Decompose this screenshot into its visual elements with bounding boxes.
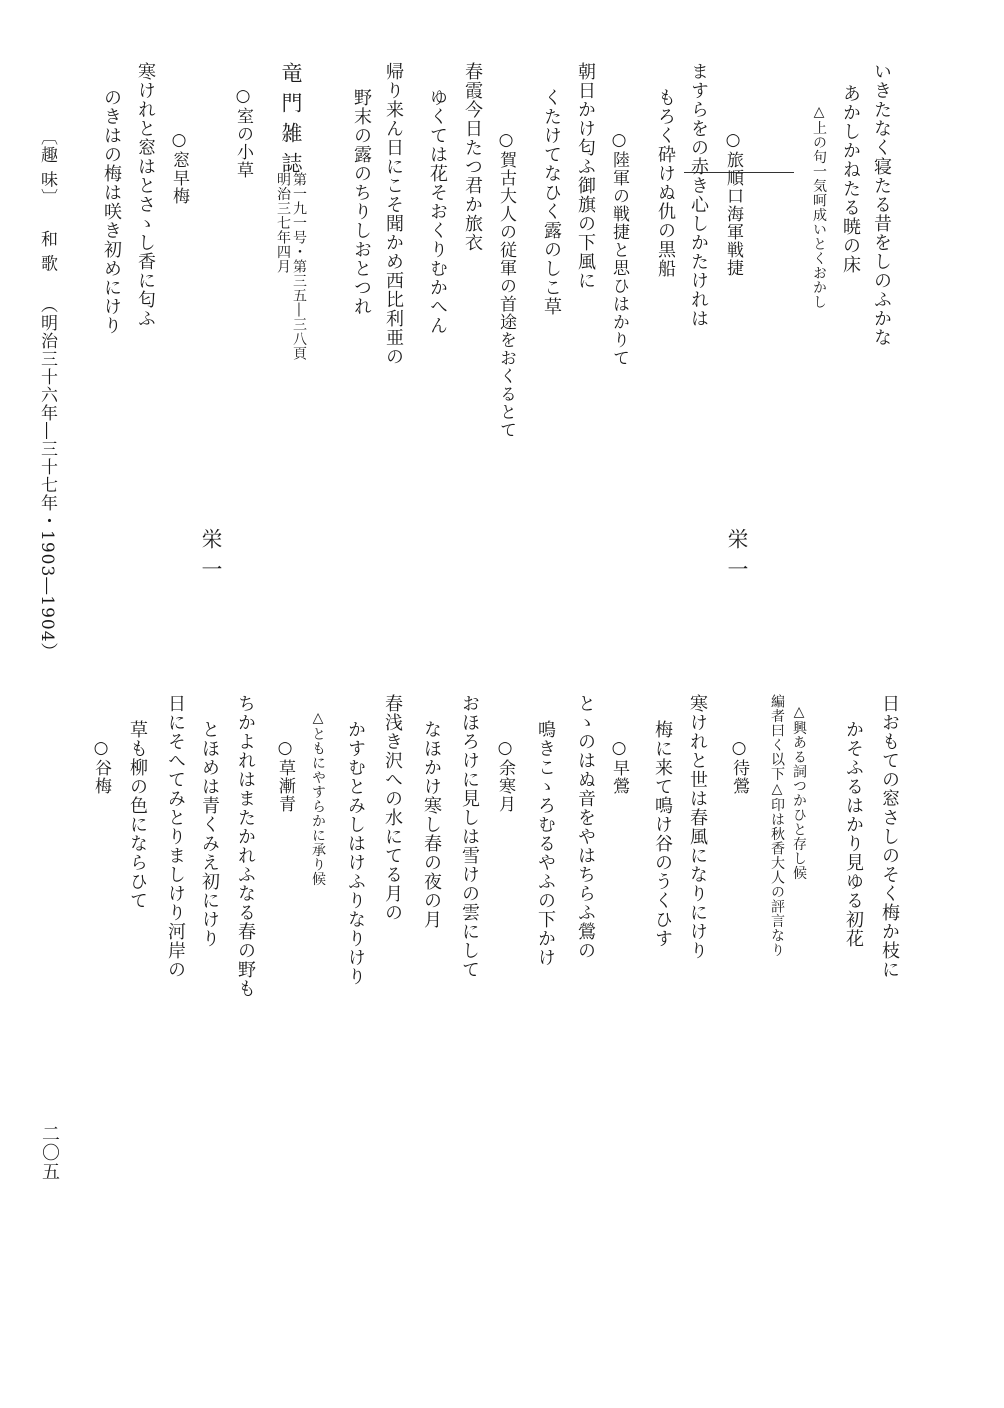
poem-line: 鳴きこゝろむるやふの下かけ — [535, 720, 556, 967]
poem-line: 春浅き沢への水にてる月の — [382, 694, 403, 922]
poem-title: ○草漸青 — [275, 738, 295, 813]
poem-line: あかしかねたる暁の床 — [840, 84, 861, 274]
poem-title: ○待鶯 — [729, 738, 749, 795]
poem-line: とほめは青くみえ初にけり — [199, 720, 220, 948]
poem-line: いきたなく寝たる昔をしのふかな — [871, 62, 892, 347]
poem-line: もろく砕けぬ仇の黒船 — [655, 88, 676, 278]
poem-line: おほろけに見しは雪けの雲にして — [459, 694, 480, 979]
poem-line: なほかけ寒し春の夜の月 — [421, 720, 442, 929]
poem-line: とゝのはぬ音をやはちらふ鶯の — [575, 694, 596, 960]
poem-line: かそふるはかり見ゆる初花 — [843, 720, 864, 948]
poem-line: ますらをの赤き心しかたけれは — [688, 62, 709, 328]
running-head-category: 〔趣 味〕 — [37, 128, 57, 207]
poem-line: 日おもての窓さしのそく梅か枝に — [879, 694, 900, 979]
poem-line: ちかよれはまたかれふなる春の野も — [235, 694, 256, 998]
editor-comment: △ともにやすらかに承り候 — [310, 710, 326, 886]
poem-title: ○早鶯 — [609, 738, 629, 795]
editor-note: 編者曰く以下△印は秋香大人の評言なり — [769, 694, 785, 957]
poem-title: ○旅順口海軍戦捷 — [723, 130, 743, 277]
poem-title: ○陸軍の戦捷と思ひはかりて — [609, 130, 629, 367]
editor-comment: △上の句一気呵成いとくおかし — [811, 104, 827, 309]
poem-line: 草も柳の色にならひて — [127, 720, 148, 910]
poem-line: くたけてなひく露のしこ草 — [541, 88, 562, 316]
poem-title: ○余寒月 — [495, 738, 515, 813]
journal-date: 明治三七年四月 — [275, 172, 291, 274]
poem-title: ○室の小草 — [233, 86, 253, 179]
editor-comment: △興ある詞つかひと存し候 — [791, 704, 807, 880]
journal-title: 竜門雑誌 — [279, 62, 303, 182]
poem-line: 梅に来て鳴け谷のうくひす — [652, 720, 673, 948]
poem-line: 日にそへてみとりましけり河岸の — [165, 694, 186, 979]
poem-title: ○賀古大人の従軍の首途をおくるとて — [496, 130, 516, 439]
poem-line: 寒けれと窓はとさゝし香に匂ふ — [135, 62, 156, 328]
poem-title: ○窓早梅 — [169, 130, 189, 205]
page-number: 二〇五 — [39, 1124, 60, 1181]
journal-issue: 第一九一号・第三五―三八頁 — [291, 172, 307, 361]
poem-line: のきはの梅は咲き初めにけり — [101, 88, 122, 335]
author-name: 栄一 — [199, 528, 223, 588]
poem-line: ゆくては花そおくりむかへん — [427, 88, 448, 335]
running-head-genre: 和 歌 — [37, 230, 57, 273]
poem-line: 朝日かけ匂ふ御旗の下風に — [575, 62, 596, 290]
poem-line: かすむとみしはけふりなりけり — [345, 720, 366, 986]
running-head-period: （明治三十六年―三十七年・1903―1904） — [37, 296, 57, 661]
poem-line: 春霞今日たつ君か旅衣 — [462, 62, 483, 252]
poem-line: 帰り来ん日にこそ聞かめ西比利亜の — [383, 62, 404, 366]
poem-line: 野末の露のちりしおとつれ — [351, 88, 372, 316]
poem-line: 寒けれと世は春風になりにけり — [687, 694, 708, 960]
author-name: 栄一 — [725, 528, 749, 588]
poem-title: ○谷梅 — [91, 738, 111, 795]
